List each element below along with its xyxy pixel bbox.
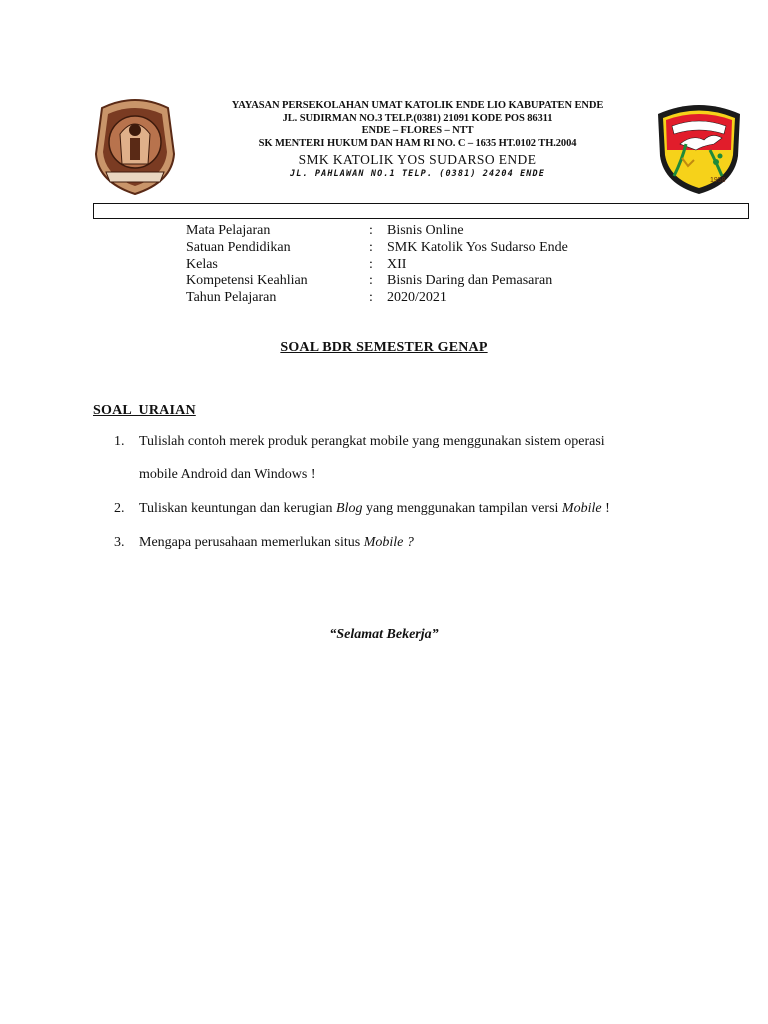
question-text: Tuliskan keuntungan dan kerugian [139,501,337,516]
regency-crest-logo [652,100,746,196]
question-text-continued: mobile Android dan Windows ! [139,467,316,482]
question-number: 2. [114,501,125,516]
info-row [186,240,568,257]
subject-info-table [186,223,568,307]
info-row [186,273,568,290]
letterhead [190,100,645,180]
school-name: SMK KATOLIK YOS SUDARSO ENDE [298,152,537,167]
decree-number: SK MENTERI HUKUM DAN HAM RI NO. C – 1635 HT.0102 TH.2004 [258,137,577,149]
question-item [114,434,605,482]
info-label: Mata Pelajaran [186,223,271,238]
document-title: SOAL BDR SEMESTER GENAP [280,340,488,355]
question-item [114,535,414,551]
info-label: Kompetensi Keahlian [186,273,308,289]
foundation-name: YAYASAN PERSEKOLAHAN UMAT KATOLIK ENDE LIO KABUPATEN ENDE [231,100,604,111]
school-address: JL. PAHLAWAN NO.1 TELP. (0381) 24204 ENDE [290,169,545,179]
info-row [186,257,568,274]
info-label: Kelas [186,256,218,272]
emphasis-term: Mobile ? [363,535,414,550]
info-colon: : [369,290,373,306]
question-text: Mengapa perusahaan memerlukan situs [139,535,364,550]
question-text: yang menggunakan tampilan versi [362,501,562,516]
info-value: Bisnis Online [387,223,464,238]
letterhead-divider [93,203,749,219]
info-colon: : [369,256,373,272]
info-value: Bisnis Daring dan Pemasaran [387,273,553,289]
info-value: 2020/2021 [387,290,447,306]
info-colon: : [369,239,373,255]
question-item [114,501,610,517]
info-colon: : [369,223,373,238]
info-value: SMK Katolik Yos Sudarso Ende [387,239,568,255]
info-label: Satuan Pendidikan [186,239,291,255]
info-label: Tahun Pelajaran [186,290,277,306]
emphasis-term: Blog [336,501,363,516]
emphasis-term: Mobile [561,501,602,516]
foundation-street-address: JL. SUDIRMAN NO.3 TELP.(0381) 21091 KODE POS 86311 [282,112,553,124]
section-title: SOAL URAIAN [93,403,196,418]
foundation-city: ENDE – FLORES – NTT [361,125,474,136]
question-text: Tulislah contoh merek produk perangkat mobile yang menggunakan sistem operasi [139,434,605,449]
closing-remark: “Selamat Bekerja” [329,627,439,642]
info-row [186,290,568,307]
question-number: 3. [114,535,125,550]
foundation-emblem-logo [92,94,178,196]
info-colon: : [369,273,373,289]
question-text: ! [601,501,610,516]
info-row [186,223,568,240]
info-value: XII [387,256,407,272]
crest-year: 1958 [710,177,726,184]
question-number: 1. [114,434,125,449]
